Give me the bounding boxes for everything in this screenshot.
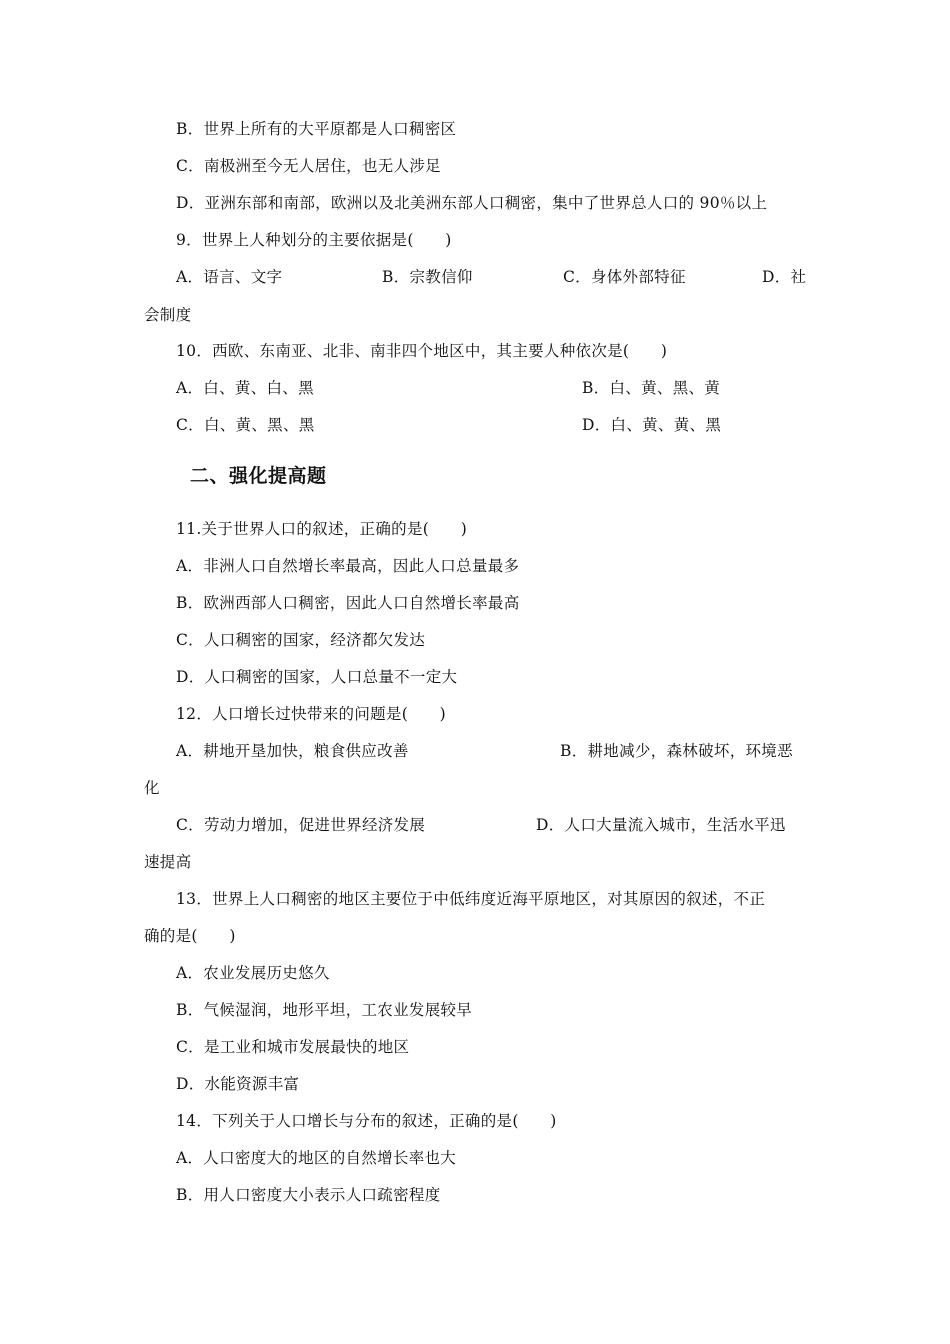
q9-option-d-wrap: 会制度	[144, 306, 192, 324]
q12-option-d: D．人口大量流入城市，生活水平迅	[536, 816, 786, 834]
q14-option-a: A．人口密度大的地区的自然增长率也大	[176, 1149, 457, 1167]
q9-stem: 9．世界上人种划分的主要依据是( )	[176, 231, 452, 249]
section-heading: 二、强化提高题	[190, 465, 327, 487]
q10-option-b: B．白、黄、黑、黄	[582, 379, 721, 397]
q11-option-d: D．人口稠密的国家，人口总量不一定大	[176, 668, 458, 686]
q13-stem: 13．世界上人口稠密的地区主要位于中低纬度近海平原地区，对其原因的叙述，不正	[176, 890, 766, 908]
q13-option-b: B．气候湿润，地形平坦，工农业发展较早	[176, 1001, 473, 1019]
q12-stem: 12．人口增长过快带来的问题是( )	[176, 705, 447, 723]
q11-stem: 11.关于世界人口的叙述，正确的是( )	[176, 520, 468, 538]
q11-option-b: B．欧洲西部人口稠密，因此人口自然增长率最高	[176, 594, 520, 612]
q10-option-d: D．白、黄、黄、黑	[582, 416, 722, 434]
q10-option-c: C．白、黄、黑、黑	[176, 416, 315, 434]
q13-option-a: A．农业发展历史悠久	[176, 964, 330, 982]
q8-option-b: B．世界上所有的大平原都是人口稠密区	[176, 120, 457, 138]
q11-option-c: C．人口稠密的国家，经济都欠发达	[176, 631, 426, 649]
q12-option-b: B．耕地减少，森林破坏，环境恶	[560, 742, 793, 760]
q12-option-a: A．耕地开垦加快，粮食供应改善	[176, 742, 409, 760]
q13-option-c: C．是工业和城市发展最快的地区	[176, 1038, 410, 1056]
q8-option-d: D．亚洲东部和南部，欧洲以及北美洲东部人口稠密，集中了世界总人口的 90％以上	[176, 194, 768, 212]
q12-option-b-wrap: 化	[144, 779, 160, 797]
q10-stem: 10．西欧、东南亚、北非、南非四个地区中，其主要人种依次是( )	[176, 342, 668, 360]
q10-option-a: A．白、黄、白、黑	[176, 379, 314, 397]
q9-option-d: D．社	[762, 268, 807, 286]
q8-option-c: C．南极洲至今无人居住，也无人涉足	[176, 157, 441, 175]
q12-option-d-wrap: 速提高	[144, 853, 192, 871]
q9-option-b: B．宗教信仰	[382, 268, 473, 286]
q11-option-a: A．非洲人口自然增长率最高，因此人口总量最多	[176, 557, 520, 575]
q12-option-c: C．劳动力增加，促进世界经济发展	[176, 816, 426, 834]
q13-option-d: D．水能资源丰富	[176, 1075, 300, 1093]
q13-stem-wrap: 确的是( )	[144, 927, 236, 945]
q14-stem: 14．下列关于人口增长与分布的叙述，正确的是( )	[176, 1112, 557, 1130]
q9-option-a: A．语言、文字	[176, 268, 283, 286]
q9-option-c: C．身体外部特征	[563, 268, 686, 286]
q14-option-b: B．用人口密度大小表示人口疏密程度	[176, 1186, 441, 1204]
